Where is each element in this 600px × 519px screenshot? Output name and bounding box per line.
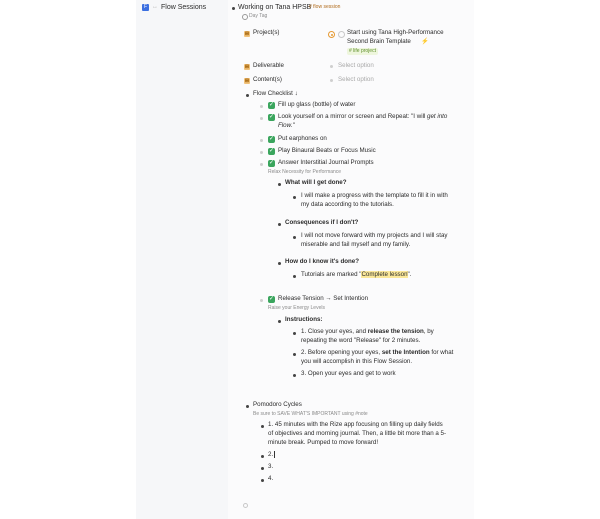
field-icon: ⊞ (244, 64, 250, 70)
bullet[interactable] (261, 479, 264, 482)
node-title[interactable]: Working on Tana HPSB (238, 4, 312, 11)
sidebar-item-label: Flow Sessions (161, 4, 207, 11)
step-text: , by (423, 328, 434, 335)
bullet[interactable] (293, 353, 296, 356)
cycle-item[interactable]: 3. (268, 463, 274, 470)
cycle-line1[interactable]: 1. 45 minutes with the Rize app focusing on filling up daily fields (268, 421, 443, 428)
bullet[interactable] (293, 236, 296, 239)
journal-answer[interactable] (301, 271, 411, 279)
answer-text: ". (407, 271, 412, 278)
instruction-step-line1[interactable] (301, 328, 434, 336)
pomodoro-title[interactable]: Pomodoro Cycles (253, 401, 302, 408)
journal-answer-line2: my data according to the tutorials. (301, 201, 394, 208)
deliverable-select[interactable]: Select option (338, 62, 374, 69)
checklist-item[interactable]: Fill up glass (bottle) of water (278, 101, 356, 108)
bullet[interactable] (260, 299, 263, 302)
bullet[interactable] (278, 320, 281, 323)
checkbox-checked-icon[interactable]: ✓ (268, 114, 275, 120)
supertag-icon (242, 14, 248, 20)
checklist-item-text: Look yourself on a mirror or screen and Repeat: "I will (278, 113, 428, 120)
bullet[interactable] (278, 183, 281, 186)
flow-session-tag[interactable]: # flow session (309, 4, 341, 10)
pomodoro-bullet[interactable] (246, 405, 249, 408)
checkbox-checked-icon[interactable]: ✓ (268, 296, 275, 302)
instruction-step[interactable]: 3. Open your eyes and get to work (301, 370, 396, 377)
bullet[interactable] (293, 196, 296, 199)
page-icon: F (143, 4, 148, 10)
checkbox-checked-icon[interactable]: ✓ (268, 102, 275, 108)
lightning-icon: ⚡ (421, 38, 429, 45)
supertag-label[interactable]: Day Tag (249, 13, 268, 19)
sidebar-panel (136, 0, 228, 519)
bullet[interactable] (293, 275, 296, 278)
journal-answer-line1[interactable]: I will make a progress with the template to fill it in with (301, 192, 448, 199)
step-emphasis: release the tension (367, 328, 424, 335)
bullet[interactable] (260, 163, 263, 166)
node-bullet[interactable] (232, 7, 235, 10)
bullet[interactable] (293, 332, 296, 335)
bullet[interactable] (261, 455, 264, 458)
arrow-icon: ↔ (152, 4, 158, 10)
checkbox-checked-icon[interactable]: ✓ (268, 160, 275, 166)
contents-field-label: Content(s) (253, 76, 282, 83)
cycle-text: 2. (268, 451, 274, 459)
bullet[interactable] (278, 262, 281, 265)
checklist-item-line2 (278, 122, 295, 130)
highlighted-text: Complete lesson (361, 271, 408, 278)
checklist-item-emphasis: Flow." (278, 122, 295, 129)
project-status-icon[interactable] (328, 31, 335, 38)
checkbox-checked-icon[interactable]: ✓ (268, 148, 275, 154)
journal-answer-line1[interactable]: I will not move forward with my projects and I will stay (301, 232, 448, 239)
instruction-step-line1[interactable] (301, 349, 453, 357)
journal-question[interactable]: Consequences if I don't? (285, 219, 359, 226)
field-icon: ⊞ (244, 31, 250, 37)
text-cursor (274, 451, 275, 458)
checklist-item[interactable]: Release Tension → Set Intention (278, 295, 369, 302)
field-icon: ⊞ (244, 78, 250, 84)
step-text: 2. Before opening your eyes, (301, 349, 382, 356)
project-field-label: Project(s) (253, 29, 280, 36)
instruction-step-line2: you will accomplish in this Flow Session. (301, 358, 413, 365)
step-text: for what (429, 349, 454, 356)
bullet[interactable] (260, 139, 263, 142)
bullet[interactable] (278, 223, 281, 226)
empty-value-dot (330, 65, 333, 68)
deliverable-field-label: Deliverable (253, 62, 284, 69)
journal-question[interactable]: What will I get done? (285, 179, 347, 186)
project-value-line2[interactable]: Second Brain Template (347, 38, 411, 45)
checklist-item-emphasis: get into (427, 113, 448, 120)
project-value-line1[interactable]: Start using Tana High-Performance (347, 29, 444, 36)
checkbox-checked-icon[interactable]: ✓ (268, 136, 275, 142)
checklist-bullet[interactable] (246, 94, 249, 97)
step-emphasis: set the Intention (381, 349, 430, 356)
cycle-line2: of objectives and morning journal. Then, a little bit more than a 5- (268, 430, 447, 437)
cycle-item[interactable] (268, 451, 275, 459)
instruction-step-line2: repeating the word "Release" for 2 minutes. (301, 337, 421, 344)
pomodoro-description: Be sure to SAVE WHAT'S IMPORTANT using #note (253, 411, 368, 417)
life-project-tag[interactable]: # life project (349, 48, 376, 54)
cycle-item[interactable]: 4. (268, 475, 274, 482)
bullet[interactable] (260, 117, 263, 120)
journal-question[interactable]: How do I know it's done? (285, 258, 359, 265)
checklist-item[interactable]: Play Binaural Beats or Focus Music (278, 147, 376, 154)
contents-select[interactable]: Select option (338, 76, 374, 83)
bullet[interactable] (260, 105, 263, 108)
checklist-item-line1[interactable] (278, 113, 447, 121)
bullet[interactable] (260, 151, 263, 154)
checklist-item[interactable]: Answer Interstitial Journal Prompts (278, 159, 374, 166)
cycle-line3: minute break. Pumped to move forward! (268, 439, 379, 446)
add-node-icon[interactable] (243, 503, 248, 508)
bullet[interactable] (293, 374, 296, 377)
bullet[interactable] (261, 467, 264, 470)
project-checkbox-icon[interactable] (338, 31, 345, 38)
journal-answer-line2: miserable and fail myself and my family. (301, 241, 411, 248)
step-text: 1. Close your eyes, and (301, 328, 368, 335)
checklist-item[interactable]: Put earphones on (278, 135, 327, 142)
instructions-heading[interactable]: Instructions: (285, 316, 323, 323)
answer-text: Tutorials are marked " (301, 271, 362, 278)
empty-value-dot (330, 79, 333, 82)
bullet[interactable] (261, 425, 264, 428)
checklist-title[interactable]: Flow Checklist ↓ (253, 90, 298, 97)
checklist-item-description: Raise your Energy Levels (268, 305, 325, 311)
checklist-item-description: Relax Necessity for Performance (268, 169, 342, 175)
